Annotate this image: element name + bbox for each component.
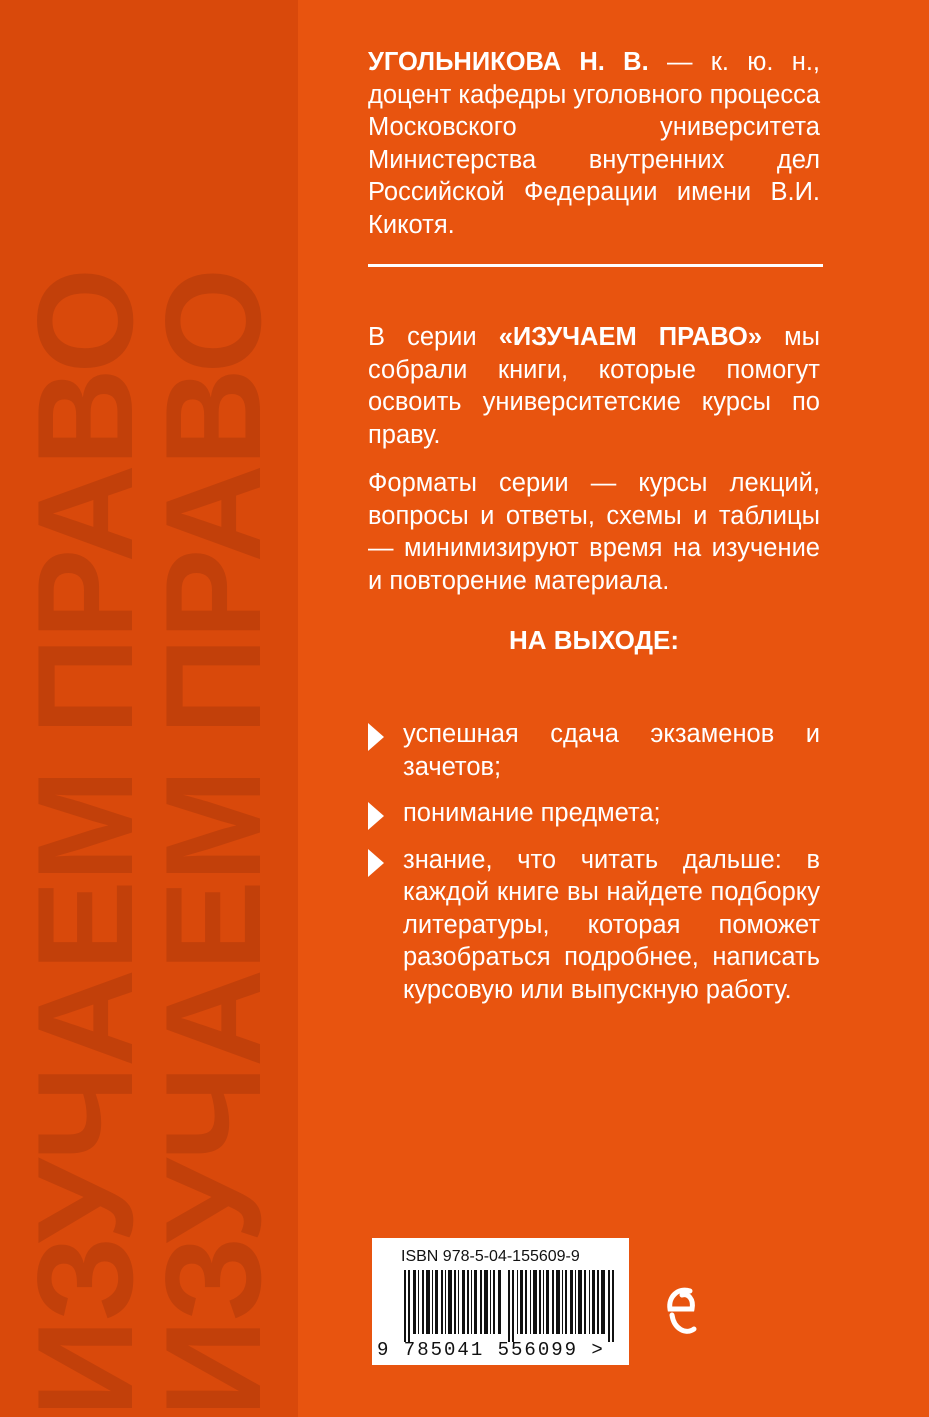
author-name: УГОЛЬНИКОВА Н. В. bbox=[368, 48, 649, 76]
publisher-logo-icon bbox=[666, 1285, 698, 1339]
list-item bbox=[368, 797, 820, 830]
outcomes-list bbox=[368, 718, 820, 1020]
isbn-text: ISBN 978-5-04-155609-9 bbox=[401, 1248, 580, 1265]
series-text-after: мы собрали книги, которые помогут освоить университетские курсы по праву. bbox=[368, 323, 820, 449]
author-bio: — к. ю. н., доцент кафедры уголовного процесса Московского университета Министерства внутренних дел Российской Федерации имени В.И. Кикотя. bbox=[368, 48, 821, 239]
author-block bbox=[368, 46, 820, 241]
spine-line-2: ИЗУЧАЕМ ПРАВО bbox=[137, 269, 289, 1417]
series-paragraph-2: Форматы серии — курсы лекций, вопросы и ответы, схемы и таблицы — минимизируют время на изучение и повторение материала. bbox=[368, 469, 820, 595]
divider-line bbox=[368, 264, 823, 267]
triangle-arrow-icon bbox=[368, 723, 384, 751]
series-text-before: В серии bbox=[368, 323, 499, 351]
triangle-arrow-icon bbox=[368, 802, 384, 830]
series-description bbox=[368, 321, 820, 613]
series-name: «ИЗУЧАЕМ ПРАВО» bbox=[498, 323, 763, 351]
triangle-arrow-icon bbox=[368, 849, 384, 877]
spine-title bbox=[0, 0, 298, 1417]
list-item bbox=[368, 844, 820, 1007]
list-item-text: понимание предмета; bbox=[403, 799, 661, 827]
spine-panel bbox=[0, 0, 298, 1417]
outcomes-heading: НА ВЫХОДЕ: bbox=[508, 625, 680, 655]
list-item-text: успешная сдача экзаменов и зачетов; bbox=[403, 720, 820, 781]
list-item-text: знание, что читать дальше: в каждой книге вы найдете подборку литературы, которая поможет разобраться подробнее, написать курсовую или выпускную работу. bbox=[403, 845, 820, 1004]
barcode-icon bbox=[404, 1270, 624, 1342]
series-paragraph-1 bbox=[368, 321, 820, 451]
author-paragraph bbox=[368, 46, 820, 241]
spine-line-1: ИЗУЧАЕМ ПРАВО bbox=[9, 269, 161, 1417]
barcode-digits: 9 785041 556099 > bbox=[377, 1339, 605, 1361]
list-item bbox=[368, 718, 820, 783]
